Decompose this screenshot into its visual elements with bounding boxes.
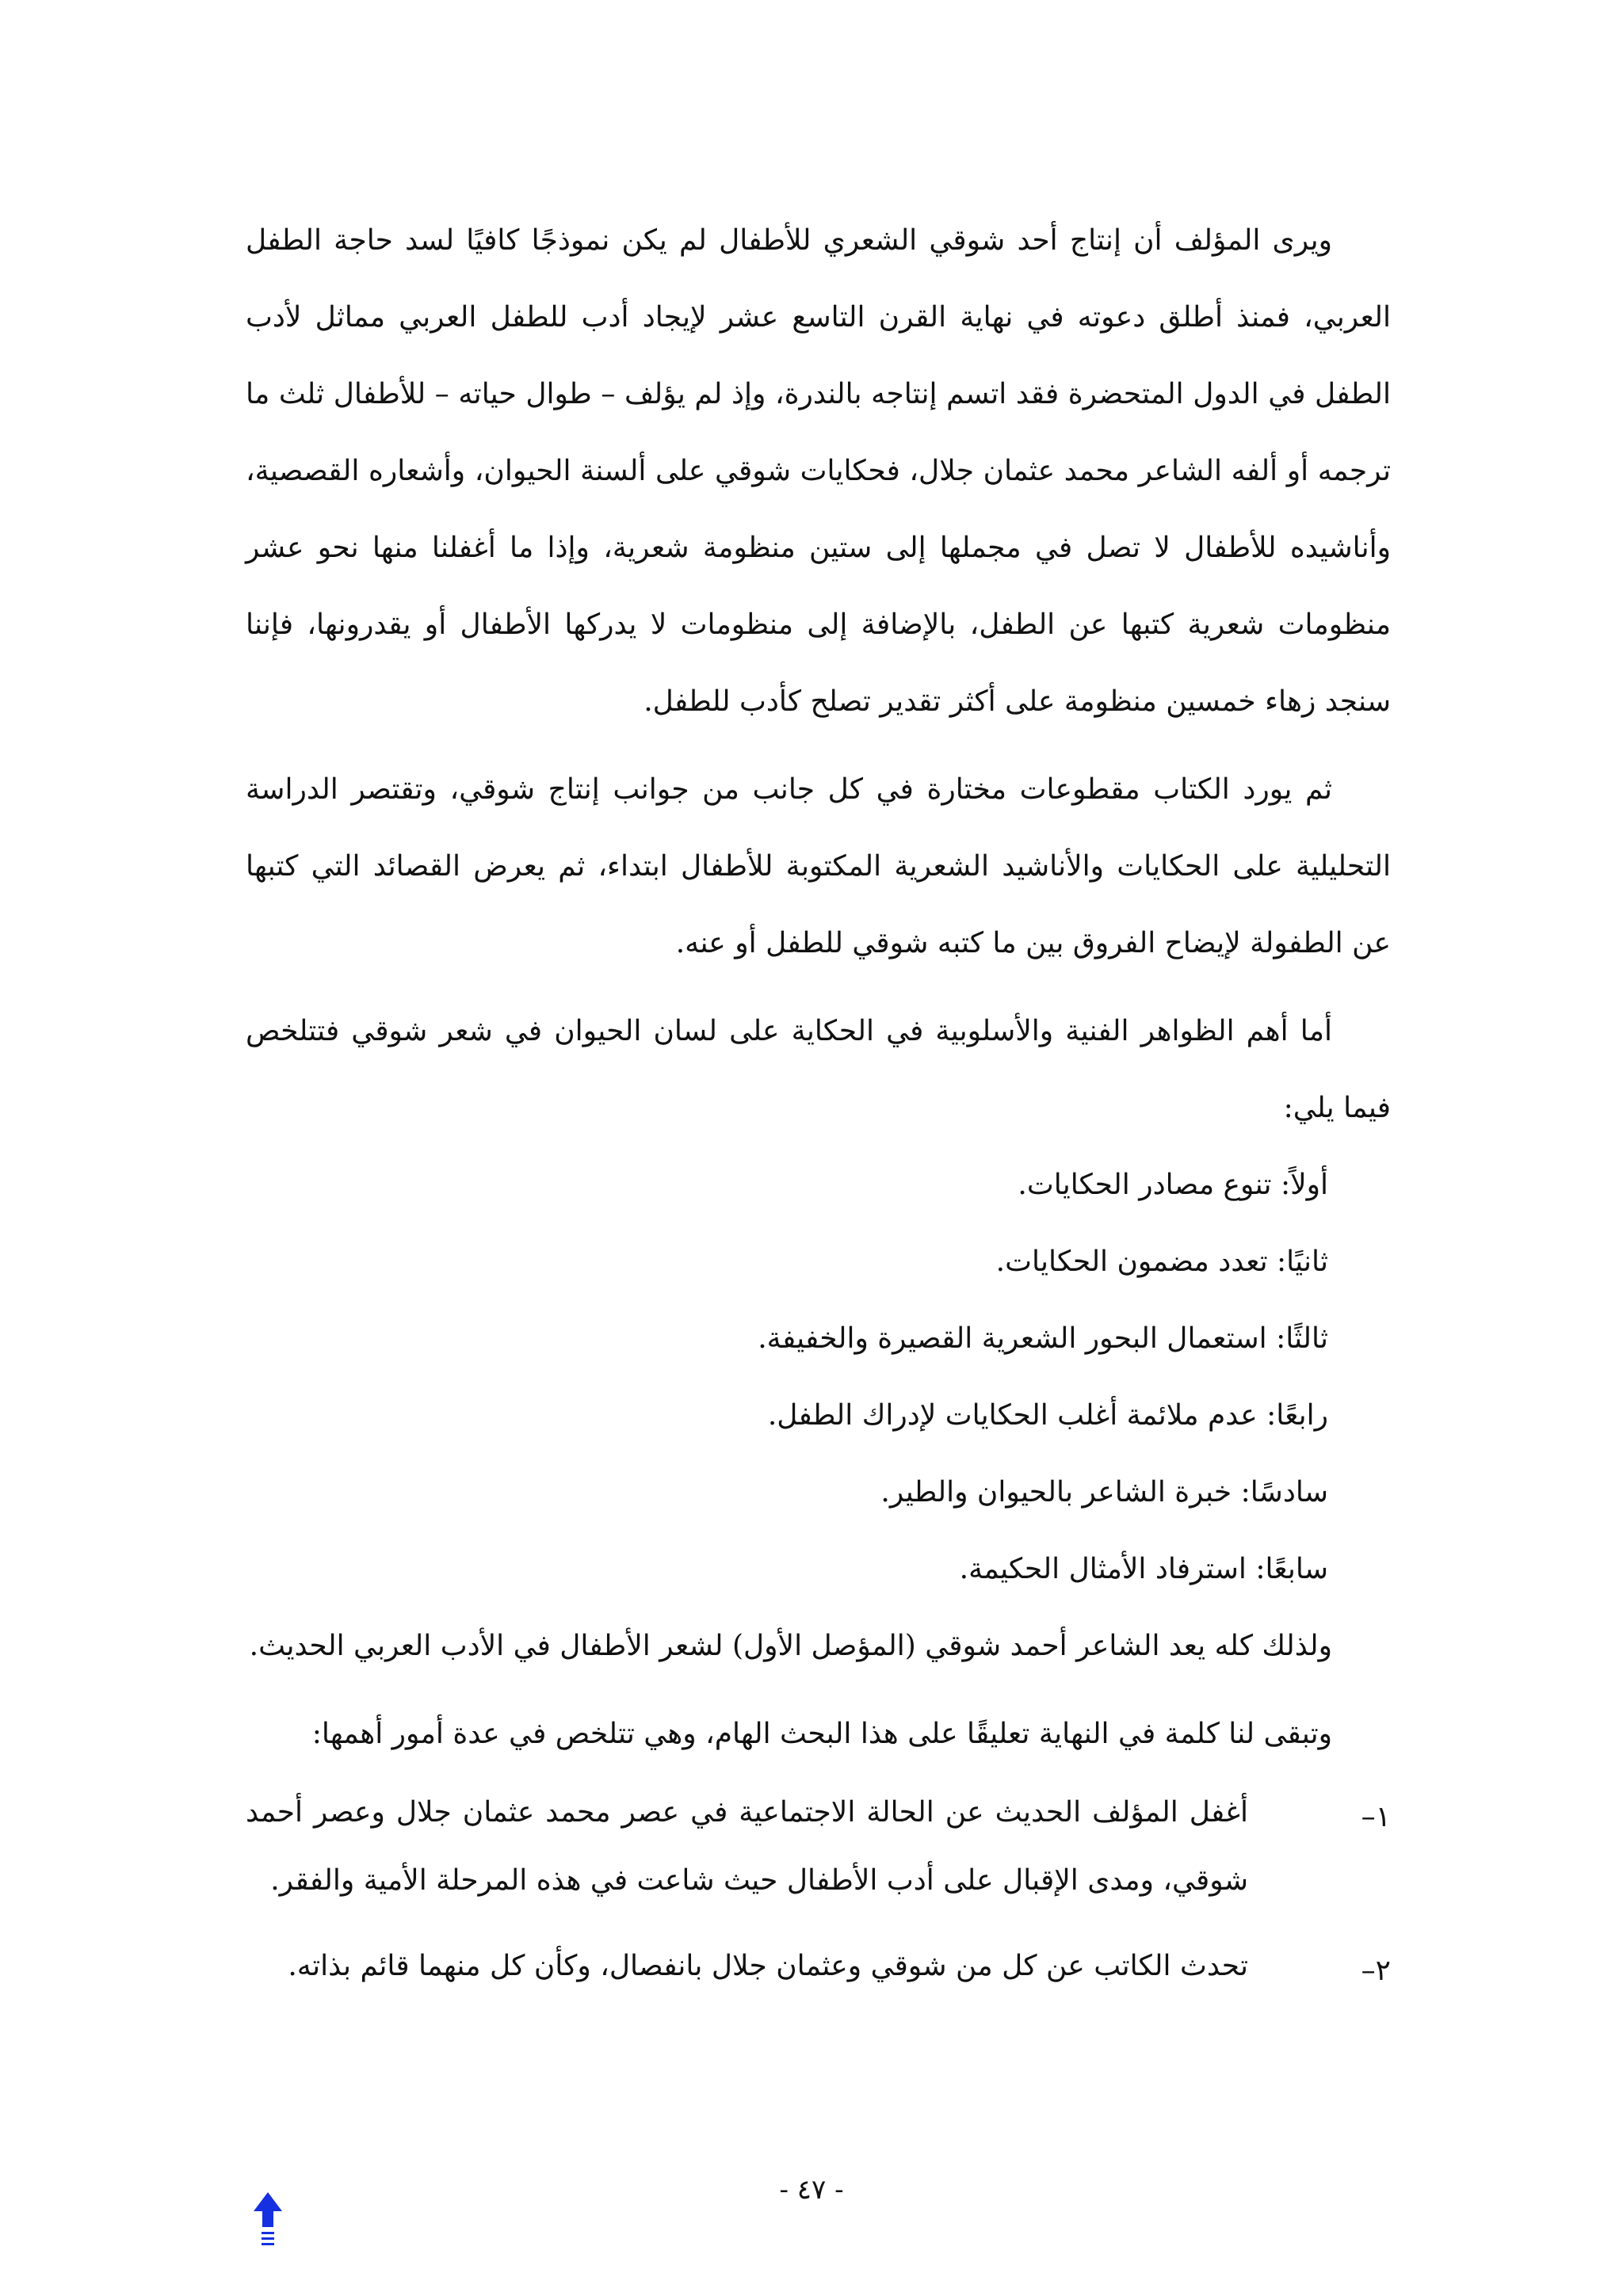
numbered-item xyxy=(246,1779,1391,1915)
list-item: أولاً: تنوع مصادر الحكايات. xyxy=(1018,1169,1328,1201)
features-list xyxy=(246,1146,1391,1608)
paragraph: ولذلك كله يعد الشاعر أحمد شوقي (المؤصل الأول) لشعر الأطفال في الأدب العربي الحديث. xyxy=(249,1630,1332,1662)
numbered-list xyxy=(246,1779,1391,2000)
list-item: سابعًا: استرفاد الأمثال الحكيمة. xyxy=(959,1553,1328,1585)
item-text: أغفل المؤلف الحديث عن الحالة الاجتماعية في عصر محمد عثمان جلال وعصر أحمد شوقي، ومدى الإقبال على أدب الأطفال حيث شاعت في هذه المرحلة الأمية والفقر. xyxy=(246,1796,1248,1897)
paragraph: ثم يورد الكتاب مقطوعات مختارة في كل جانب من جوانب إنتاج شوقي، وتقتصر الدراسة التحليلية على الحكايات والأناشيد الشعرية المكتوبة للأطفال ابتداء، ثم يعرض القصائد التي كتبها عن الطفولة لإيضاح الفروق بين ما كتبه شوقي للطفل أو عنه. xyxy=(246,773,1391,959)
paragraph: أما أهم الظواهر الفنية والأسلوبية في الحكاية على لسان الحيوان في شعر شوقي فتتلخص فيما يلي: xyxy=(246,1015,1391,1124)
arrow-up-icon[interactable] xyxy=(252,2191,284,2254)
page-number: - ٤٧ - xyxy=(779,2174,844,2206)
item-text: تحدث الكاتب عن كل من شوقي وعثمان جلال بانفصال، وكأن كل منهما قائم بذاته. xyxy=(288,1950,1248,1982)
paragraph: ويرى المؤلف أن إنتاج أحد شوقي الشعري للأطفال لم يكن نموذجًا كافيًا لسد حاجة الطفل العربي، فمنذ أطلق دعوته في نهاية القرن التاسع عشر لإيجاد أدب للطفل العربي مماثل لأدب الطفل في الدول المتحضرة فقد اتسم إنتاجه بالندرة، وإذ لم يؤلف – طوال حياته – للأطفال ثلث ما ترجمه أو ألفه الشاعر محمد عثمان جلال، فحكايات شوقي على ألسنة الحيوان، وأشعاره القصصية، وأناشيده للأطفال لا تصل في مجملها إلى ستين منظومة شعرية، وإذا ما أغفلنا منها نحو عشر منظومات شعرية كتبها عن الطفل، بالإضافة إلى منظومات لا يدركها الأطفال أو يقدرونها، فإننا سنجد زهاء خمسين منظومة على أكثر تقدير تصلح كأدب للطفل. xyxy=(246,224,1391,718)
item-number: ١– xyxy=(1361,1801,1391,1833)
list-item: رابعًا: عدم ملائمة أغلب الحكايات لإدراك الطفل. xyxy=(767,1399,1328,1432)
list-item: سادسًا: خبرة الشاعر بالحيوان والطير. xyxy=(880,1476,1328,1508)
list-item: ثانيًا: تعدد مضمون الحكايات. xyxy=(995,1245,1328,1278)
numbered-item xyxy=(246,1932,1391,2000)
item-number: ٢– xyxy=(1361,1955,1391,1987)
list-item: ثالثًا: استعمال البحور الشعرية القصيرة والخفيفة. xyxy=(758,1322,1328,1355)
paragraph: وتبقى لنا كلمة في النهاية تعليقًا على هذا البحث الهام، وهي تتلخص في عدة أمور أهمها: xyxy=(311,1718,1332,1750)
document-body xyxy=(246,202,1391,2000)
